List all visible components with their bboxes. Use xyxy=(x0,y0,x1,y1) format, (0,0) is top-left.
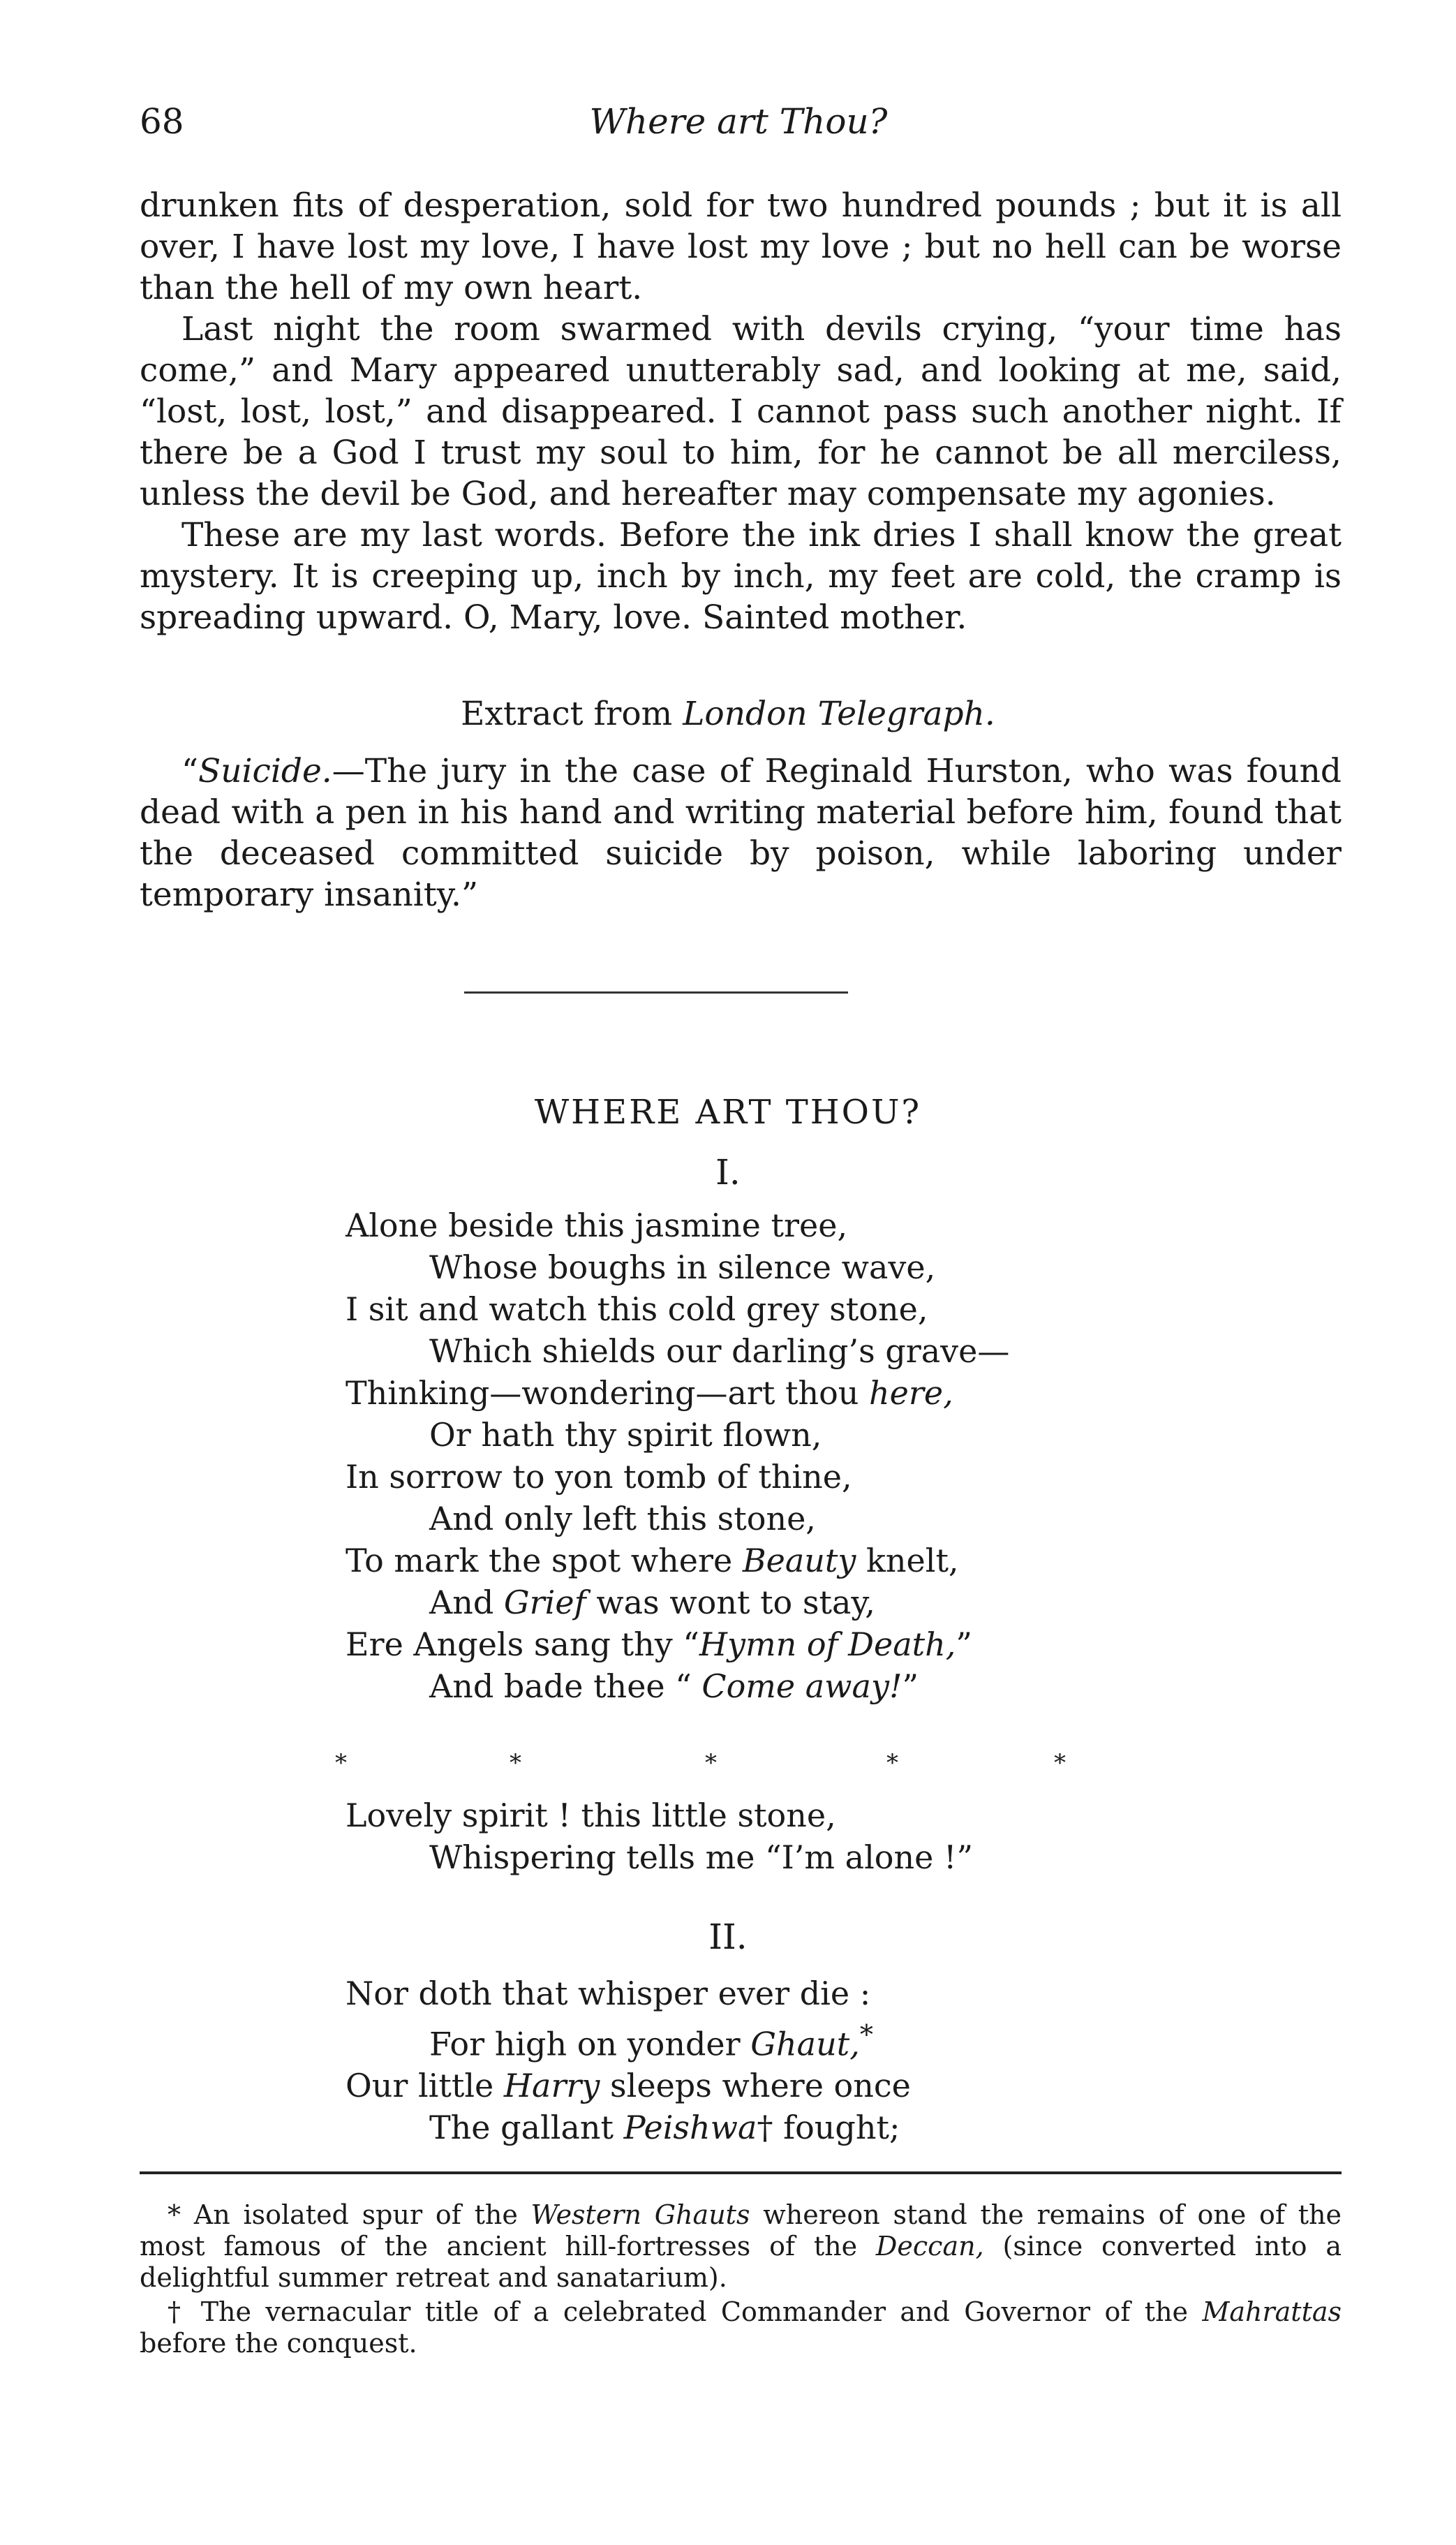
extract-label-prefix: Extract from xyxy=(461,695,673,733)
extract-quote xyxy=(140,751,1342,915)
poem-line: Or hath thy spirit flown, xyxy=(429,1416,822,1454)
poem-line: I sit and watch this cold grey stone, xyxy=(346,1290,928,1328)
section-divider xyxy=(464,991,848,994)
poem-line: Our little Harry sleeps where once xyxy=(346,2067,911,2105)
poem-line: Ere Angels sang thy “Hymn of Death,” xyxy=(346,1625,972,1663)
poem-line: In sorrow to yon tomb of thine, xyxy=(346,1458,852,1496)
poem-line: For high on yonder Ghaut,* xyxy=(429,2019,873,2063)
poem-line: Thinking—wondering—art thou here, xyxy=(346,1374,953,1412)
extract-source: London Telegraph. xyxy=(683,695,995,733)
quote-heading: Suicide. xyxy=(198,752,332,790)
stanza-1-closing xyxy=(346,1794,1253,1878)
poem-line: Which shields our darling’s grave— xyxy=(429,1332,1010,1370)
poem-line: And only left this stone, xyxy=(429,1500,816,1537)
quote-open: “ xyxy=(181,752,199,790)
poem-line: And bade thee “ Come away!” xyxy=(429,1667,919,1705)
footnote-2: † The vernacular title of a celebrated Commander and Governor of the Mahrattas before the conquest. xyxy=(140,2296,1342,2359)
poem-line: Alone beside this jasmine tree, xyxy=(346,1207,848,1244)
stanza-2 xyxy=(346,1972,1253,2148)
asterisk: * xyxy=(886,1749,898,1777)
running-title: Where art Thou? xyxy=(589,101,888,142)
page-number: 68 xyxy=(140,101,184,142)
poem-line: And Grief was wont to stay, xyxy=(429,1584,875,1621)
poem-line: Whose boughs in silence wave, xyxy=(429,1248,936,1286)
poem-line: To mark the spot where Beauty knelt, xyxy=(346,1542,959,1579)
page-header xyxy=(140,101,1337,157)
stanza-number-2: II. xyxy=(708,1917,748,1957)
quote-body: —The jury in the case of Reginald Hurston, who was found dead with a pen in his hand and writing material before him, found that the deceased committed suicide by poison, while laboring under temporary insanity.” xyxy=(140,752,1342,914)
letter-paragraph-3: These are my last words. Before the ink dries I shall know the great mystery. It is creeping up, inch by inch, my feet are cold, the cramp is spreading upward. O, Mary, love. Sainted mother. xyxy=(140,516,1342,637)
footnote-rule xyxy=(140,2171,1342,2174)
poem-title: WHERE ART THOU? xyxy=(534,1093,922,1132)
poem-line: Whispering tells me “I’m alone !” xyxy=(429,1838,973,1876)
letter-paragraph-1: drunken fits of desperation, sold for two hundred pounds ; but it is all over, I have lost my love, I have lost my love ; but no hell can be worse than the hell of my own heart. xyxy=(140,186,1342,307)
asterisk: * xyxy=(1054,1749,1066,1777)
extract-label xyxy=(0,695,1456,733)
poem-line: Lovely spirit ! this little stone, xyxy=(346,1797,836,1834)
asterisk-separator xyxy=(335,1749,1089,1777)
footnote-1: * An isolated spur of the Western Ghauts whereon stand the remains of one of the most famous of the ancient hill-fortresses of the Deccan, (since converted into a delightful summer retreat and sanatarium). xyxy=(140,2199,1342,2293)
stanza-number-1: I. xyxy=(715,1152,741,1193)
stanza-1 xyxy=(346,1204,1253,1707)
footnotes xyxy=(140,2199,1342,2362)
poem-line: Nor doth that whisper ever die : xyxy=(346,1975,871,2012)
asterisk: * xyxy=(705,1749,717,1777)
asterisk: * xyxy=(510,1749,521,1777)
letter-text xyxy=(140,185,1342,638)
asterisk: * xyxy=(335,1749,347,1777)
poem-line: The gallant Peishwa† fought; xyxy=(429,2109,900,2147)
letter-paragraph-2: Last night the room swarmed with devils crying, “your time has come,” and Mary appeared unutterably sad, and looking at me, said, “lost, lost, lost,” and disappeared. I cannot pass such another night. If there be a God I trust my soul to him, for he cannot be all merciless, unless the devil be God, and hereafter may compensate my agonies. xyxy=(140,310,1342,513)
